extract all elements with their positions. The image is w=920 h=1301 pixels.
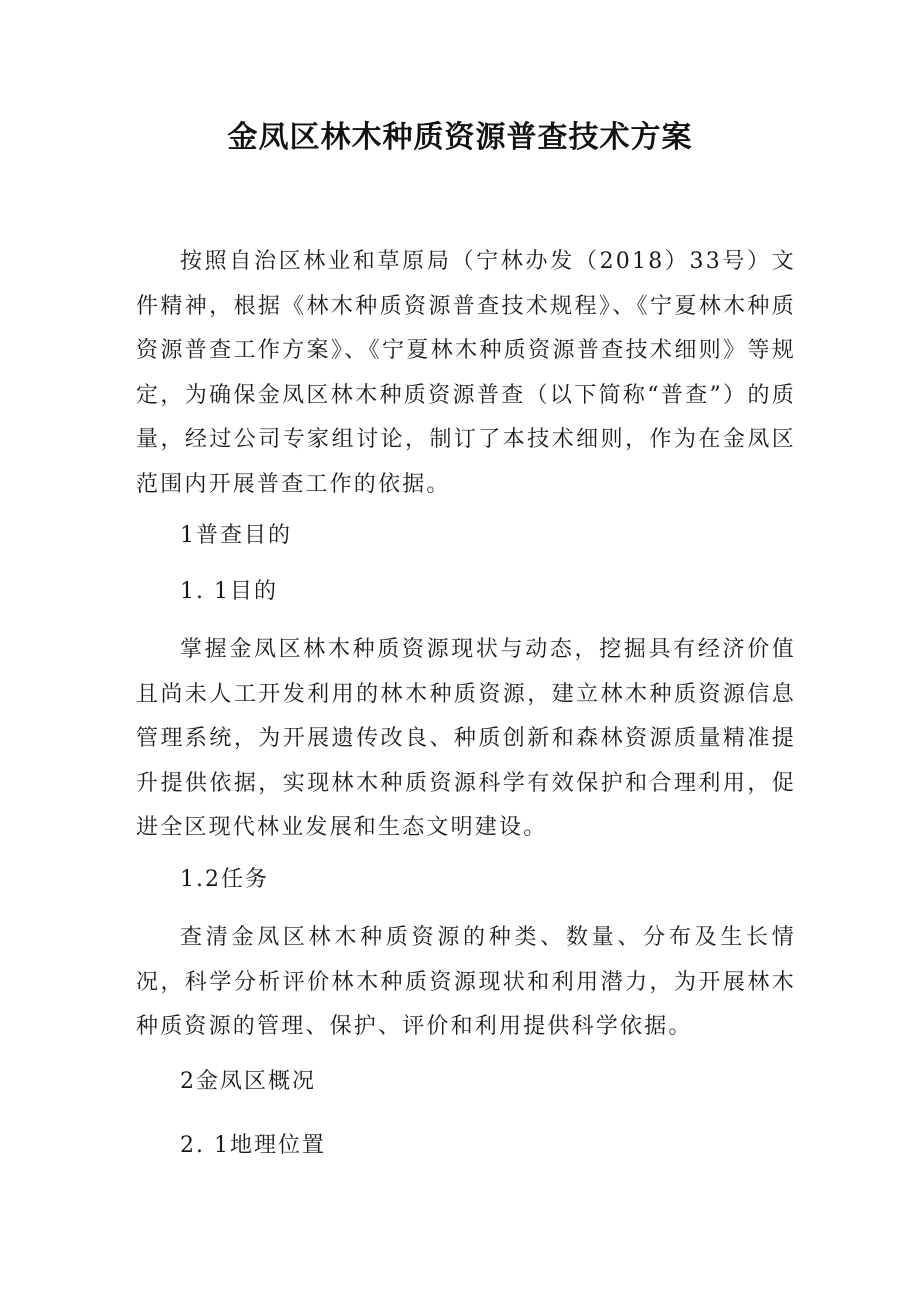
intro-paragraph: 按照自治区林业和草原局（宁林办发（2018）33号）文件精神，根据《林木种质资源普查技术规程》、《宁夏林木种质资源普查工作方案》、《宁夏林木种质资源普查技术细则》等规定，为确保金凤区林木种质资源普查（以下简称“普查”）的质量，经过公司专家组讨论，制订了本技术细则，作为在金凤区范围内开展普查工作的依据。 [136, 249, 796, 497]
subsection-heading-location: 2. 1地理位置 [180, 1133, 326, 1158]
document-title: 金凤区林木种质资源普查技术方案 [227, 120, 693, 155]
subsection-heading-task: 1.2任务 [180, 867, 269, 892]
section-heading-overview: 2金凤区概况 [180, 1069, 316, 1094]
subsection-heading-objective: 1. 1目的 [180, 579, 278, 604]
objective-paragraph: 掌握金凤区林木种质资源现状与动态，挖掘具有经济价值且尚未人工开发利用的林木种质资源，建立林木种质资源信息管理系统，为开展遗传改良、种质创新和森林资源质量精准提升提供依据，实现林木种质资源科学有效保护和合理利用，促进全区现代林业发展和生态文明建设。 [136, 637, 796, 841]
task-paragraph: 查清金凤区林木种质资源的种类、数量、分布及生长情况，科学分析评价林木种质资源现状和利用潜力，为开展林木种质资源的管理、保护、评价和利用提供科学依据。 [136, 925, 796, 1040]
section-heading-purpose: 1普查目的 [180, 523, 292, 548]
